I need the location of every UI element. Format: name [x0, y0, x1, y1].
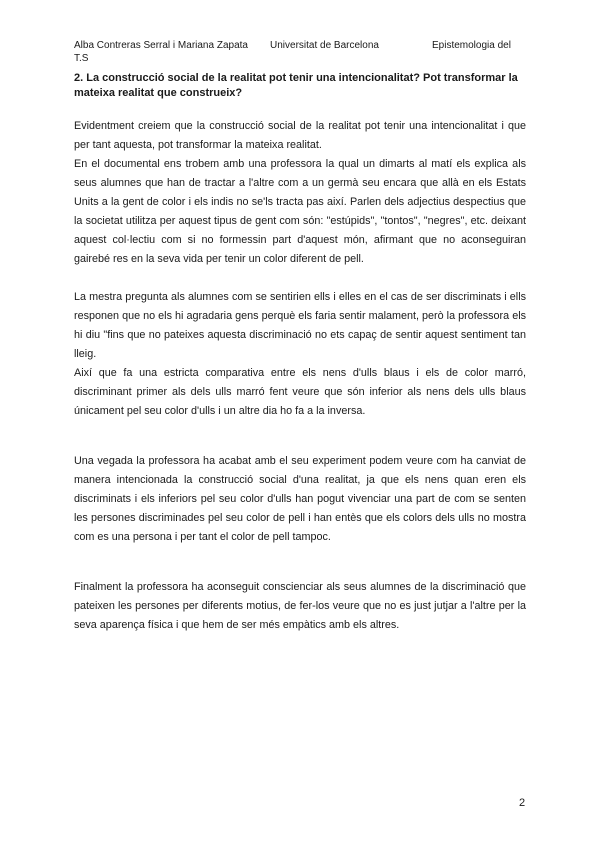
- header-course: Epistemologia del: [432, 40, 511, 51]
- paragraph: En el documental ens trobem amb una professora la qual un dimarts al matí els explica als seus alumnes que han de tractar a l'altre com a un germà seu encara que allà en els Estats Units a la gent de color i els indis no se'ls tracta pas així. Parlen dels adjectius despectius que la societat utilitza per aquest tipus de gent com són: "estúpids", "tontos", "negres", etc. deixant aquest col·lectiu com si no formessin part d'aquest món, afirmant que no aconseguiran gairebé res en la seva vida per tenir un color diferent de pell.: [74, 158, 526, 265]
- header-authors: Alba Contreras Serral i Mariana Zapata: [74, 40, 248, 51]
- paragraph: La mestra pregunta als alumnes com se sentirien ells i elles en el cas de ser discriminats i ells responen que no els hi agradaria gens perquè els faria sentir malament, però la professora els hi diu "fins que no pateixes aquesta discriminació no ets capaç de sentir aquest sentiment tan lleig.: [74, 291, 526, 360]
- section-title: 2. La construcció social de la realitat pot tenir una intencionalitat? Pot transformar la mateixa realitat que construeix?: [74, 72, 518, 99]
- paragraph: Finalment la professora ha aconseguit conscienciar als seus alumnes de la discriminació que pateixen les persones per diferents motius, de fer-los veure que no es just jutjar a l'altre per la seva aparença física i que hem de ser més empàtics amb els altres.: [74, 581, 526, 631]
- header-university: Universitat de Barcelona: [270, 40, 379, 51]
- header-course-continuation: T.S: [74, 53, 89, 64]
- paragraph: Una vegada la professora ha acabat amb el seu experiment podem veure com ha canviat de manera intencionada la construcció social d'una realitat, ja que els nens quan eren els discriminats i els inferiors pel seu color d'ulls han pogut vivenciar una part de com se senten les persones discriminades pel seu color de pell i han entès que els colors dels ulls no mostra com es una persona i per tant el color de pell tampoc.: [74, 455, 526, 543]
- paragraph: Així que fa una estricta comparativa entre els nens d'ulls blaus i els de color marró, discriminant primer als dels ulls marró fent veure que són inferior als nens dels ulls blaus únicament pel seu color d'ulls i un altre dia ho fa a la inversa.: [74, 367, 526, 417]
- body-text: [74, 117, 526, 635]
- paragraph: Evidentment creiem que la construcció social de la realitat pot tenir una intencionalitat i que per tant aquesta, pot transformar la mateixa realitat.: [74, 120, 526, 151]
- page-number: 2: [519, 797, 526, 809]
